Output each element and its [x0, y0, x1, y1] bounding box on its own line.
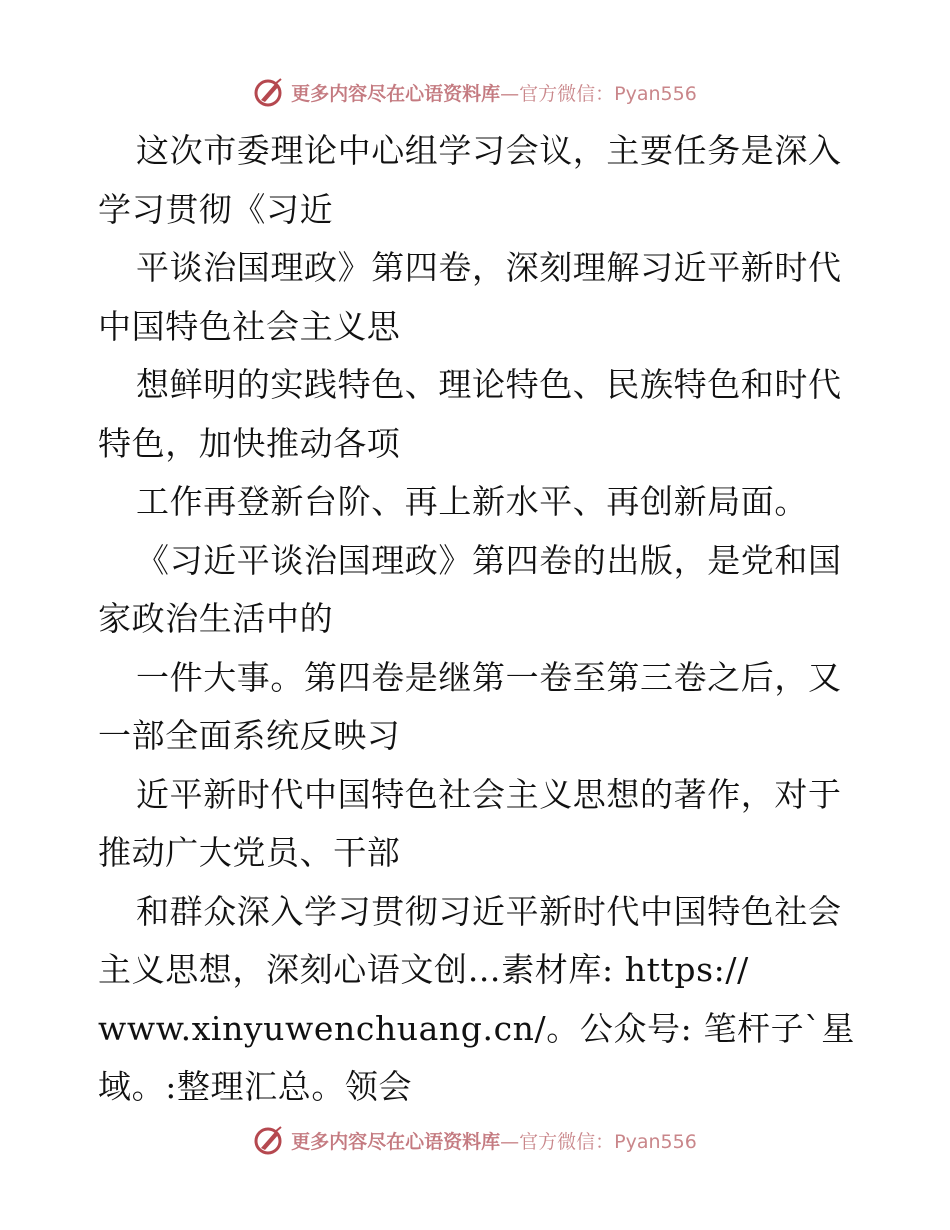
text-line: 主义思想，深刻心语文创…素材库: https:// — [98, 950, 749, 989]
header-banner-dash: — — [500, 82, 520, 105]
text-line: 近平新时代中国特色社会主义思想的著作，对于 — [136, 774, 842, 814]
pen-logo-icon — [253, 1124, 285, 1156]
header-banner-wechat: 官方微信：Pyan556 — [519, 82, 697, 105]
text-line: 想鲜明的实践特色、理论特色、民族特色和时代 — [136, 365, 842, 404]
text-line: 和群众深入学习贯彻习近平新时代中国特色社会 — [136, 891, 842, 931]
text-line: 特色，加快推动各项 — [98, 423, 401, 463]
text-line: 工作再登新台阶、再上新水平、再创新局面。 — [136, 482, 808, 521]
text-line: 一件大事。第四卷是继第一卷至第三卷之后，又 — [136, 657, 842, 697]
footer-banner-text — [291, 1127, 697, 1154]
header-banner-main: 更多内容尽在心语资料库 — [291, 82, 501, 105]
footer-banner-main: 更多内容尽在心语资料库 — [291, 1130, 501, 1153]
text-line: 这次市委理论中心组学习会议，主要任务是深入 — [136, 131, 842, 170]
pen-logo-icon — [253, 76, 285, 108]
document-body — [98, 122, 858, 1117]
text-line: 推动广大党员、干部 — [98, 833, 401, 872]
text-line: 学习贯彻《习近 — [98, 189, 334, 229]
text-line: 域。:整理汇总。领会 — [98, 1067, 413, 1106]
header-banner-text — [291, 79, 697, 106]
footer-banner-wechat: 官方微信：Pyan556 — [519, 1130, 697, 1153]
text-line: 《习近平谈治国理政》第四卷的出版，是党和国 — [136, 540, 842, 580]
text-line: 一部全面系统反映习 — [98, 716, 401, 755]
footer-banner-dash: — — [500, 1130, 520, 1153]
text-line: www.xinyuwenchuang.cn/。公众号: 笔杆子`星 — [98, 1008, 855, 1048]
text-line: 中国特色社会主义思 — [98, 306, 401, 346]
text-line: 家政治生活中的 — [98, 599, 334, 638]
text-line: 平谈治国理政》第四卷，深刻理解习近平新时代 — [136, 248, 842, 287]
footer-watermark — [0, 1120, 950, 1160]
header-watermark — [0, 72, 950, 112]
